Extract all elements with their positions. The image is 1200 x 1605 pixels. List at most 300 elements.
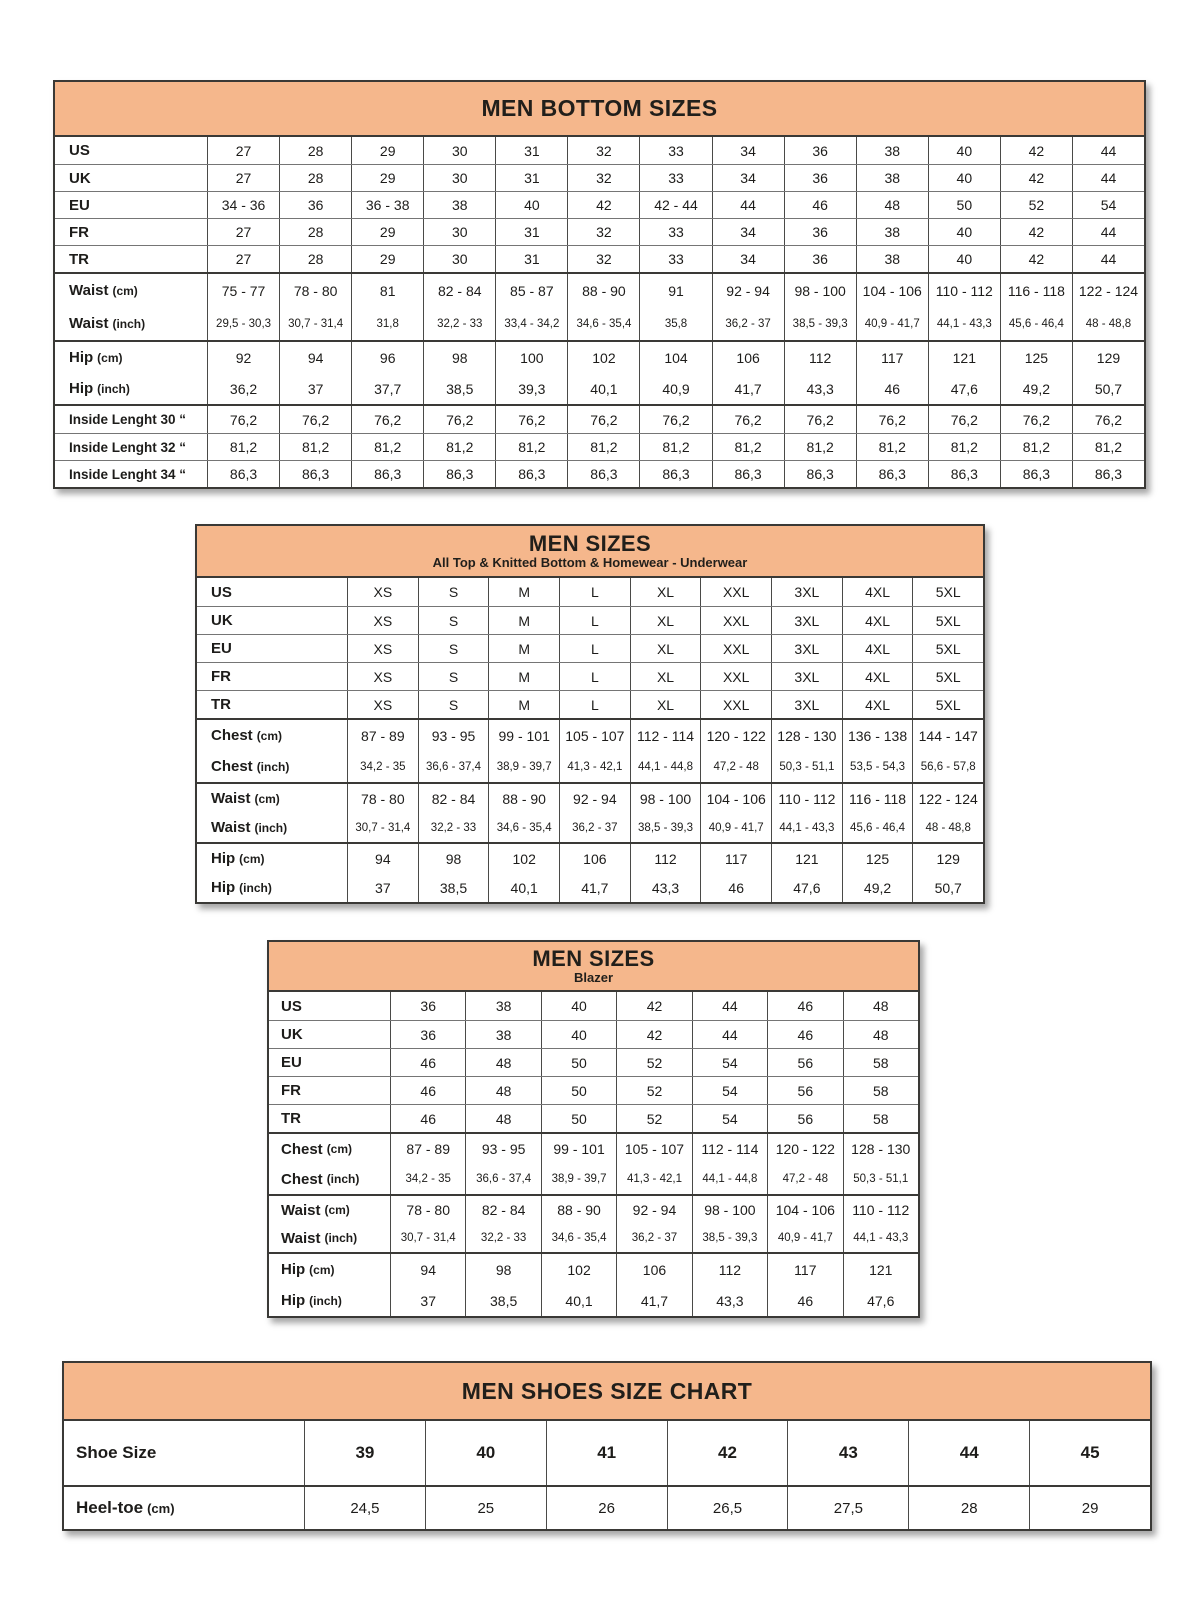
table-cell: 42 xyxy=(1000,246,1072,272)
table-cell: 41,7 xyxy=(712,373,784,404)
table-cell: 31 xyxy=(495,137,567,164)
table-cell: 44 xyxy=(692,1021,767,1048)
row-cells xyxy=(207,342,1144,373)
table-cell: 38 xyxy=(856,246,928,272)
table-cell: 46 xyxy=(420,1082,436,1099)
table-row xyxy=(269,1164,918,1194)
table-cell: 78 - 80 xyxy=(279,274,351,307)
row-label xyxy=(197,844,347,873)
table-cell: 44,1 - 43,3 xyxy=(928,307,1000,340)
table-cell: 76,2 xyxy=(351,406,423,433)
table-cell: XXL xyxy=(700,578,771,606)
row-label-text: EU xyxy=(211,640,232,657)
table-cell: M xyxy=(488,691,559,718)
table-cell: 34,6 - 35,4 xyxy=(541,1224,616,1252)
table-row xyxy=(269,1224,918,1252)
row-cells xyxy=(390,1254,918,1285)
row-label xyxy=(55,192,207,218)
row-label xyxy=(269,1224,390,1252)
table-cell: 50 xyxy=(541,1077,616,1104)
table-cell: 36,6 - 37,4 xyxy=(418,751,489,782)
table-row xyxy=(269,1134,918,1164)
table-row xyxy=(269,1254,918,1285)
table-cell: 40 xyxy=(541,992,616,1020)
table-cell: 3XL xyxy=(771,578,842,606)
table-cell: XXL xyxy=(700,663,771,690)
row-label xyxy=(269,1196,390,1224)
row-label-text: EU xyxy=(281,1054,302,1071)
table-cell: 32 xyxy=(567,219,639,245)
table-section xyxy=(269,1194,918,1252)
table-cell: 38 xyxy=(856,219,928,245)
table-cell: 31,8 xyxy=(351,307,423,340)
table-cell: 81,2 xyxy=(639,434,711,460)
row-label-unit: (inch) xyxy=(256,759,290,774)
row-label-text: TR xyxy=(281,1110,301,1127)
table-cell: 76,2 xyxy=(639,406,711,433)
table-section xyxy=(64,1485,1150,1529)
row-label xyxy=(269,1077,390,1104)
table-cell: M xyxy=(488,635,559,662)
table-cell: 81,2 xyxy=(928,434,1000,460)
table-cell: 110 - 112 xyxy=(928,274,1000,307)
table-cell: 38,5 - 39,3 xyxy=(692,1224,767,1252)
table-cell: 81,2 xyxy=(495,434,567,460)
table-row xyxy=(55,342,1144,373)
table-cell: 56,6 - 57,8 xyxy=(912,751,983,782)
table-cell: 76,2 xyxy=(712,406,784,433)
table-cell: 86,3 xyxy=(712,461,784,487)
table-cell: 76,2 xyxy=(928,406,1000,433)
table-cell: 98 - 100 xyxy=(630,784,701,813)
table-cell: 48 - 48,8 xyxy=(912,813,983,842)
table-row xyxy=(64,1487,1150,1529)
table-cell: 37 xyxy=(279,373,351,404)
table-cell: 36,2 - 37 xyxy=(559,813,630,842)
table-cell: 94 xyxy=(420,1261,436,1278)
table-section xyxy=(55,137,1144,272)
table-cell: 28 xyxy=(279,246,351,272)
table-cell: 86,3 xyxy=(784,461,856,487)
table-row xyxy=(55,137,1144,164)
row-label xyxy=(269,1049,390,1076)
table-cell: 42 xyxy=(567,192,639,218)
table-cell: XL xyxy=(630,691,701,718)
row-label-text: Chest xyxy=(211,758,253,775)
row-label-unit: (cm) xyxy=(326,1142,353,1156)
table-cell: 44 xyxy=(712,192,784,218)
table-cell: 26,5 xyxy=(667,1487,788,1529)
table-cell: 112 - 114 xyxy=(692,1134,767,1164)
table-cell: 5XL xyxy=(912,635,983,662)
table-cell: 121 xyxy=(771,844,842,873)
table-cell: 41,3 - 42,1 xyxy=(616,1164,691,1194)
row-label xyxy=(55,246,207,272)
table-cell: 4XL xyxy=(842,607,913,634)
table-cell: 100 xyxy=(495,342,567,373)
table-cell: 105 - 107 xyxy=(616,1134,691,1164)
table-cell: 112 xyxy=(630,844,701,873)
table-cell: 4XL xyxy=(842,578,913,606)
table-cell: 45 xyxy=(1029,1421,1150,1485)
table-cell: 36 xyxy=(784,219,856,245)
table-section xyxy=(64,1421,1150,1485)
table-row xyxy=(197,606,983,634)
table-cell: 81,2 xyxy=(423,434,495,460)
table-cell: 40 xyxy=(928,137,1000,164)
table-cell: 44,1 - 43,3 xyxy=(843,1224,918,1252)
table-cell: 4XL xyxy=(842,691,913,718)
table-cell: 32,2 - 33 xyxy=(418,813,489,842)
table-cell: 27 xyxy=(235,170,252,186)
table-cell: 32,2 - 33 xyxy=(465,1224,540,1252)
table-cell: 47,6 xyxy=(928,373,1000,404)
table-cell: 120 - 122 xyxy=(700,720,771,751)
table-body xyxy=(55,137,1144,487)
table-cell: 87 - 89 xyxy=(406,1141,450,1157)
row-label-text: FR xyxy=(281,1082,301,1099)
table-cell: 120 - 122 xyxy=(767,1134,842,1164)
table-cell: 53,5 - 54,3 xyxy=(842,751,913,782)
row-cells xyxy=(207,137,1144,164)
table-row xyxy=(269,1104,918,1132)
table-cell: 52 xyxy=(1000,192,1072,218)
table-cell: 116 - 118 xyxy=(1000,274,1072,307)
table-cell: 56 xyxy=(767,1077,842,1104)
row-label-text: Hip xyxy=(69,349,94,366)
row-label xyxy=(269,1164,390,1194)
table-cell: 30 xyxy=(423,246,495,272)
table-cell: 78 - 80 xyxy=(406,1202,450,1218)
row-label-text: UK xyxy=(69,169,91,187)
row-cells xyxy=(347,813,983,842)
table-row xyxy=(55,245,1144,272)
table-cell: 36 - 38 xyxy=(351,192,423,218)
table-cell: 31 xyxy=(495,165,567,191)
row-label-text: Chest xyxy=(211,727,253,744)
table-cell: 38,9 - 39,7 xyxy=(488,751,559,782)
table-cell: 49,2 xyxy=(842,873,913,902)
table-cell: M xyxy=(488,663,559,690)
row-cells xyxy=(207,165,1144,191)
table-row xyxy=(55,164,1144,191)
table-cell: 54 xyxy=(1072,192,1144,218)
table-cell: 27 xyxy=(235,251,252,267)
table-row xyxy=(197,844,983,873)
table-cell: XS xyxy=(373,640,393,657)
table-cell: 28 xyxy=(908,1487,1029,1529)
table-cell: 45,6 - 46,4 xyxy=(842,813,913,842)
table-cell: 36 xyxy=(784,246,856,272)
table-cell: 41 xyxy=(546,1421,667,1485)
row-label-unit: (cm) xyxy=(239,851,265,866)
row-label-text: UK xyxy=(211,612,233,629)
table-cell: 33 xyxy=(639,219,711,245)
table-cell: 75 - 77 xyxy=(221,282,266,299)
table-cell: 78 - 80 xyxy=(361,790,405,807)
row-label xyxy=(55,307,207,340)
table-cell: 112 xyxy=(784,342,856,373)
row-label xyxy=(55,461,207,487)
table-cell: 48 xyxy=(843,992,918,1020)
table-cell: 27 xyxy=(235,224,252,240)
table-cell: 54 xyxy=(692,1105,767,1132)
table-cell: 5XL xyxy=(912,578,983,606)
row-cells xyxy=(207,246,1144,272)
table-cell: 46 xyxy=(700,873,771,902)
table-cell: 125 xyxy=(1000,342,1072,373)
row-label xyxy=(269,1134,390,1164)
row-label xyxy=(55,137,207,164)
table-subtitle: Blazer xyxy=(573,970,614,986)
table-cell: 40,1 xyxy=(488,873,559,902)
table-row xyxy=(269,992,918,1020)
table-row xyxy=(55,406,1144,433)
table-cell: 50,3 - 51,1 xyxy=(771,751,842,782)
table-cell: 40 xyxy=(425,1421,546,1485)
table-cell: 46 xyxy=(767,1285,842,1316)
table-cell: 38 xyxy=(856,137,928,164)
table-cell: 3XL xyxy=(771,663,842,690)
row-cells xyxy=(347,691,983,718)
table-body xyxy=(197,578,983,902)
row-label-text: Waist xyxy=(69,282,109,299)
table-cell: XXL xyxy=(700,607,771,634)
table-cell: 58 xyxy=(843,1105,918,1132)
table-cell: 43,3 xyxy=(784,373,856,404)
row-label xyxy=(197,691,347,718)
table-cell: 86,3 xyxy=(423,461,495,487)
row-label-text: Inside Lenght 32 “ xyxy=(69,439,187,455)
row-cells xyxy=(304,1487,1150,1529)
table-cell: 35,8 xyxy=(639,307,711,340)
table-cell: 44,1 - 43,3 xyxy=(771,813,842,842)
table-cell: 104 - 106 xyxy=(767,1196,842,1224)
table-cell: 50,7 xyxy=(912,873,983,902)
table-cell: 46 xyxy=(767,1021,842,1048)
table-cell: 5XL xyxy=(912,607,983,634)
table-row xyxy=(64,1421,1150,1485)
table-cell: 86,3 xyxy=(495,461,567,487)
table-cell: 46 xyxy=(420,1054,436,1071)
table-cell: 40 xyxy=(928,246,1000,272)
table-cell: 128 - 130 xyxy=(843,1134,918,1164)
table-row xyxy=(197,578,983,606)
table-cell: 4XL xyxy=(842,663,913,690)
row-label-unit: (cm) xyxy=(256,728,283,743)
row-label xyxy=(197,813,347,842)
table-cell: 82 - 84 xyxy=(418,784,489,813)
row-label xyxy=(197,607,347,634)
row-cells xyxy=(207,192,1144,218)
table-cell: L xyxy=(559,635,630,662)
table-row xyxy=(197,690,983,718)
table-cell: 34,2 - 35 xyxy=(405,1173,451,1185)
table-cell: 38,5 - 39,3 xyxy=(784,307,856,340)
table-cell: 48 xyxy=(465,1077,540,1104)
table-row xyxy=(197,720,983,751)
table-cell: 76,2 xyxy=(279,406,351,433)
table-cell: 76,2 xyxy=(1072,406,1144,433)
table-row xyxy=(55,460,1144,487)
table-cell: 92 - 94 xyxy=(712,274,784,307)
row-cells xyxy=(207,373,1144,404)
row-cells xyxy=(390,1224,918,1252)
row-label xyxy=(269,1021,390,1048)
row-cells xyxy=(207,406,1144,433)
table-cell: 29 xyxy=(351,246,423,272)
table-cell: 29 xyxy=(1029,1487,1150,1529)
table-cell: 128 - 130 xyxy=(771,720,842,751)
table-cell: 86,3 xyxy=(567,461,639,487)
table-cell: XL xyxy=(630,663,701,690)
row-cells xyxy=(304,1421,1150,1485)
men-bottom-sizes-table xyxy=(53,80,1146,489)
table-cell: 38 xyxy=(423,192,495,218)
table-cell: 40,9 - 41,7 xyxy=(700,813,771,842)
row-cells xyxy=(390,1285,918,1316)
table-cell: XS xyxy=(373,612,393,629)
row-label-unit: (inch) xyxy=(326,1172,360,1186)
row-cells xyxy=(347,578,983,606)
table-cell: 98 - 100 xyxy=(784,274,856,307)
row-label-text: Hip xyxy=(211,850,236,867)
table-cell: 36,2 - 37 xyxy=(712,307,784,340)
table-cell: 40 xyxy=(541,1021,616,1048)
table-cell: 81,2 xyxy=(1000,434,1072,460)
table-cell: M xyxy=(488,607,559,634)
table-cell: 38,9 - 39,7 xyxy=(541,1164,616,1194)
table-cell: 44 xyxy=(1072,137,1144,164)
table-cell: 34 - 36 xyxy=(221,197,266,213)
row-label-text: Shoe Size xyxy=(76,1443,157,1462)
table-row xyxy=(269,1020,918,1048)
table-title-bar xyxy=(197,526,983,578)
row-label xyxy=(269,1254,390,1285)
table-cell: 40,9 - 41,7 xyxy=(767,1224,842,1252)
table-cell: 47,6 xyxy=(771,873,842,902)
row-label-unit: (cm) xyxy=(254,791,280,806)
table-cell: 42 xyxy=(616,992,691,1020)
table-cell: 30 xyxy=(423,219,495,245)
table-title: MEN BOTTOM SIZES xyxy=(481,95,718,122)
table-cell: 34,2 - 35 xyxy=(360,760,406,773)
table-cell: 92 - 94 xyxy=(559,784,630,813)
table-cell: 31 xyxy=(495,219,567,245)
table-cell: 38 xyxy=(465,992,540,1020)
table-cell: 3XL xyxy=(771,691,842,718)
table-cell: 48 xyxy=(843,1021,918,1048)
table-cell: 37 xyxy=(375,879,391,896)
table-cell: 106 xyxy=(616,1254,691,1285)
table-section xyxy=(197,718,983,782)
table-cell: 86,3 xyxy=(856,461,928,487)
table-row xyxy=(55,433,1144,460)
table-cell: M xyxy=(488,578,559,606)
table-cell: 41,3 - 42,1 xyxy=(559,751,630,782)
table-cell: 76,2 xyxy=(495,406,567,433)
table-cell: 49,2 xyxy=(1000,373,1072,404)
table-cell: 86,3 xyxy=(279,461,351,487)
table-cell: 104 - 106 xyxy=(700,784,771,813)
row-label xyxy=(197,578,347,606)
table-cell: 27 xyxy=(235,142,252,159)
table-cell: 93 - 95 xyxy=(418,720,489,751)
table-cell: 40,9 xyxy=(639,373,711,404)
row-cells xyxy=(207,307,1144,340)
table-cell: 28 xyxy=(279,165,351,191)
table-cell: S xyxy=(418,663,489,690)
table-cell: 38,5 xyxy=(418,873,489,902)
row-label-text: TR xyxy=(211,696,231,713)
table-title-bar xyxy=(64,1363,1150,1421)
table-cell: 52 xyxy=(616,1077,691,1104)
table-row xyxy=(55,307,1144,340)
table-cell: 102 xyxy=(488,844,559,873)
table-cell: 42 xyxy=(1000,165,1072,191)
table-cell: 46 xyxy=(856,373,928,404)
table-cell: 40,9 - 41,7 xyxy=(856,307,928,340)
table-cell: 46 xyxy=(420,1110,436,1127)
table-cell: 98 xyxy=(465,1254,540,1285)
table-cell: XXL xyxy=(700,635,771,662)
table-cell: 42 xyxy=(667,1421,788,1485)
table-cell: XS xyxy=(373,584,393,600)
table-cell: 44 xyxy=(1072,246,1144,272)
table-cell: 98 - 100 xyxy=(692,1196,767,1224)
row-label xyxy=(64,1487,304,1529)
table-cell: 40 xyxy=(928,165,1000,191)
row-cells xyxy=(347,607,983,634)
table-cell: 58 xyxy=(843,1049,918,1076)
table-cell: 86,3 xyxy=(1072,461,1144,487)
table-cell: 125 xyxy=(842,844,913,873)
table-cell: 52 xyxy=(616,1049,691,1076)
table-cell: L xyxy=(559,663,630,690)
table-cell: 81,2 xyxy=(856,434,928,460)
table-cell: 117 xyxy=(856,342,928,373)
table-cell: 86,3 xyxy=(351,461,423,487)
table-cell: 44,1 - 44,8 xyxy=(630,751,701,782)
table-cell: 54 xyxy=(692,1077,767,1104)
table-cell: 29 xyxy=(351,219,423,245)
row-label-unit: (inch) xyxy=(254,820,288,835)
table-cell: 99 - 101 xyxy=(541,1134,616,1164)
table-cell: 34 xyxy=(712,219,784,245)
table-title: MEN SIZES xyxy=(528,530,652,556)
table-cell: 28 xyxy=(279,137,351,164)
table-cell: 43 xyxy=(787,1421,908,1485)
table-cell: 41,7 xyxy=(559,873,630,902)
row-label-text: EU xyxy=(69,196,90,214)
table-cell: 88 - 90 xyxy=(488,784,559,813)
row-cells xyxy=(207,434,1144,460)
table-cell: 48 xyxy=(465,1049,540,1076)
table-cell: 30 xyxy=(423,137,495,164)
table-cell: 39,3 xyxy=(495,373,567,404)
table-cell: 36 xyxy=(420,1026,436,1043)
table-title-bar xyxy=(269,942,918,992)
table-cell: S xyxy=(418,578,489,606)
row-label-text: Waist xyxy=(69,315,109,332)
row-label-text: Inside Lenght 34 “ xyxy=(69,466,187,482)
table-cell: 25 xyxy=(425,1487,546,1529)
table-cell: XXL xyxy=(700,691,771,718)
table-cell: 44 xyxy=(908,1421,1029,1485)
row-cells xyxy=(347,663,983,690)
table-cell: 99 - 101 xyxy=(488,720,559,751)
table-cell: 116 - 118 xyxy=(842,784,913,813)
